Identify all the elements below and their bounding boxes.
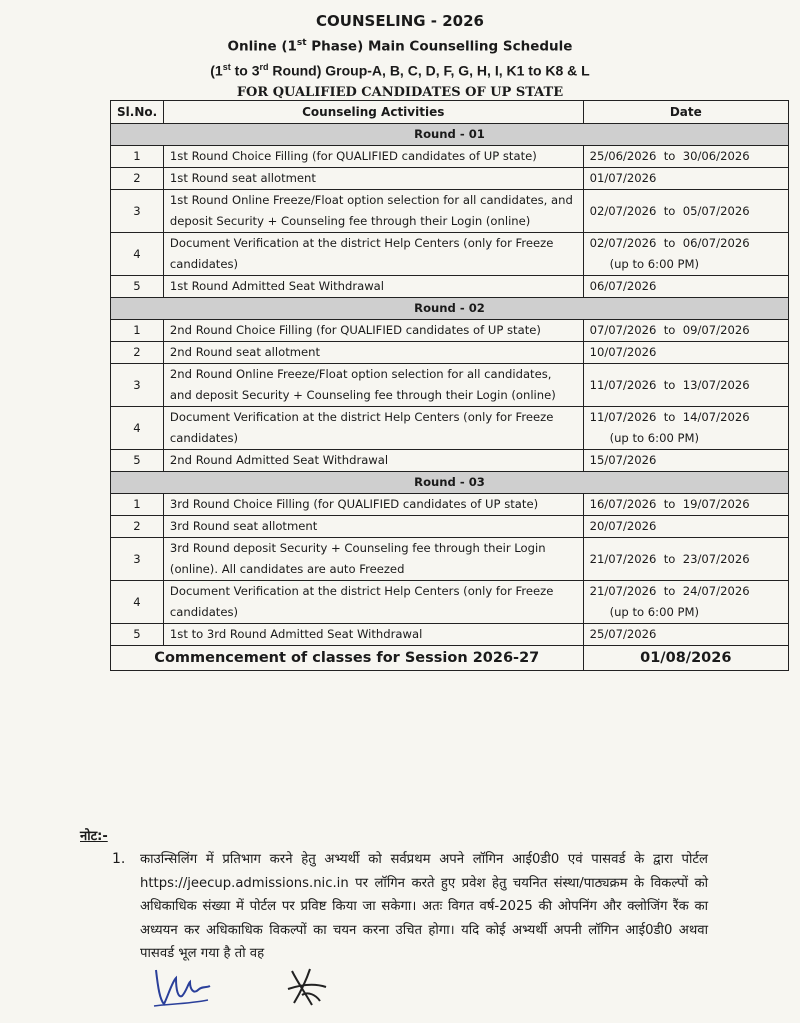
date-time-note: (up to 6:00 PM) [609, 257, 700, 271]
activity-cell: 1st Round seat allotment [163, 168, 583, 190]
date-range: 25/07/2026 [589, 627, 657, 641]
table-row [111, 624, 789, 646]
date-range: 11/07/2026 to 13/07/2026 [589, 377, 750, 392]
date-cell [583, 624, 788, 646]
sl-cell: 5 [111, 276, 164, 298]
round-groups-subtitle: (1st to 3rd Round) Group-A, B, C, D, F, G, H, I, K1 to K8 & L [210, 62, 590, 79]
round-header-row [111, 472, 789, 494]
column-header-sl: Sl.No. [111, 101, 164, 124]
signature-1 [148, 960, 218, 1010]
signature-2 [282, 965, 332, 1010]
table-row [111, 407, 789, 450]
sl-cell: 4 [111, 581, 164, 624]
table-row [111, 146, 789, 168]
sl-cell: 2 [111, 516, 164, 538]
date-cell [583, 146, 788, 168]
activity-cell: 1st Round Online Freeze/Float option selection for all candidates, and deposit Security + Counseling fee through their Login (online) [163, 190, 583, 233]
date-cell [583, 190, 788, 233]
session-commencement-row [111, 646, 789, 671]
sl-cell: 2 [111, 168, 164, 190]
table-row [111, 538, 789, 581]
eligibility-heading: FOR QUALIFIED CANDIDATES OF UP STATE [236, 85, 564, 100]
column-header-activity: Counseling Activities [163, 101, 583, 124]
commencement-label: Commencement of classes for Session 2026-27 [111, 646, 584, 671]
sl-cell: 3 [111, 364, 164, 407]
activity-cell: Document Verification at the district Help Centers (only for Freeze candidates) [163, 407, 583, 450]
date-cell [583, 364, 788, 407]
sl-cell: 4 [111, 233, 164, 276]
sl-cell: 1 [111, 320, 164, 342]
activity-cell: 2nd Round Online Freeze/Float option selection for all candidates, and deposit Security + Counseling fee through their Login (online) [163, 364, 583, 407]
sl-cell: 2 [111, 342, 164, 364]
sl-cell: 1 [111, 146, 164, 168]
date-cell [583, 342, 788, 364]
date-cell [583, 168, 788, 190]
sl-cell: 4 [111, 407, 164, 450]
round-label: Round - 02 [111, 298, 789, 320]
table-row [111, 320, 789, 342]
table-row [111, 168, 789, 190]
date-cell [583, 538, 788, 581]
table-row [111, 276, 789, 298]
counseling-schedule-table [110, 100, 789, 671]
commencement-date: 01/08/2026 [583, 646, 788, 671]
date-range: 21/07/2026 to 24/07/2026 [589, 584, 750, 598]
activity-cell: 2nd Round seat allotment [163, 342, 583, 364]
date-range: 10/07/2026 [589, 345, 657, 359]
activity-cell: 2nd Round Choice Filling (for QUALIFIED candidates of UP state) [163, 320, 583, 342]
sl-cell: 3 [111, 190, 164, 233]
activity-cell: 3rd Round deposit Security + Counseling fee through their Login (online). All candidates are auto Freezed [163, 538, 583, 581]
date-cell [583, 494, 788, 516]
round-header-row [111, 298, 789, 320]
activity-cell: 2nd Round Admitted Seat Withdrawal [163, 450, 583, 472]
table-header-row [111, 101, 789, 124]
notes-heading: नोट:- [80, 829, 108, 844]
table-row [111, 364, 789, 407]
table-row [111, 581, 789, 624]
date-range: 07/07/2026 to 09/07/2026 [589, 323, 750, 337]
date-range: 02/07/2026 to 05/07/2026 [589, 203, 750, 218]
date-range: 25/06/2026 to 30/06/2026 [589, 149, 750, 163]
schedule-body [111, 124, 789, 671]
date-range: 11/07/2026 to 14/07/2026 [589, 410, 750, 424]
table-row [111, 190, 789, 233]
column-header-date: Date [583, 101, 788, 124]
document-title: COUNSELING - 2026 [316, 12, 484, 30]
activity-cell: 3rd Round Choice Filling (for QUALIFIED candidates of UP state) [163, 494, 583, 516]
activity-cell: Document Verification at the district Help Centers (only for Freeze candidates) [163, 233, 583, 276]
sl-cell: 5 [111, 624, 164, 646]
table-row [111, 342, 789, 364]
sl-cell: 3 [111, 538, 164, 581]
date-range: 15/07/2026 [589, 453, 657, 467]
round-header-row [111, 124, 789, 146]
activity-cell: Document Verification at the district Help Centers (only for Freeze candidates) [163, 581, 583, 624]
date-range: 20/07/2026 [589, 519, 657, 533]
activity-cell: 3rd Round seat allotment [163, 516, 583, 538]
date-time-note: (up to 6:00 PM) [609, 431, 700, 445]
date-cell [583, 581, 788, 624]
date-range: 02/07/2026 to 06/07/2026 [589, 236, 750, 250]
date-cell [583, 516, 788, 538]
activity-cell: 1st Round Choice Filling (for QUALIFIED candidates of UP state) [163, 146, 583, 168]
note-text: काउन्सिलिंग में प्रतिभाग करने हेतु अभ्यर्थी को सर्वप्रथम अपने लॉगिन आई0डी0 एवं पासवर्ड के द्वारा पोर्टल https://jeecup.admissions.nic.in पर लॉगिन करते हुए प्रवेश हेतु चयनित संस्था/पाठ्यक्रम के विकल्पों को अधिकाधिक संख्या में पोर्टल पर प्रविष्ट किया जा सकेगा। अतः विगत वर्ष-2025 की ओपनिंग और क्लोजिंग रैंक का अध्ययन कर अधिकाधिक विकल्पों का चयन करना उचित होगा। यदि कोई अभ्यर्थी अपनी लॉगिन आई0डी0 अथवा पासवर्ड भूल गया है तो वह [140, 852, 708, 961]
date-cell [583, 407, 788, 450]
date-range: 16/07/2026 to 19/07/2026 [589, 497, 750, 511]
date-cell [583, 233, 788, 276]
date-cell [583, 276, 788, 298]
table-row [111, 516, 789, 538]
schedule-subtitle: Online (1st Phase) Main Counselling Schedule [227, 38, 573, 55]
sl-cell: 5 [111, 450, 164, 472]
date-time-note: (up to 6:00 PM) [609, 605, 700, 619]
table-row [111, 450, 789, 472]
date-range: 21/07/2026 to 23/07/2026 [589, 551, 750, 566]
round-label: Round - 03 [111, 472, 789, 494]
date-cell [583, 320, 788, 342]
activity-cell: 1st to 3rd Round Admitted Seat Withdrawal [163, 624, 583, 646]
table-row [111, 494, 789, 516]
date-range: 01/07/2026 [589, 171, 657, 185]
table-row [111, 233, 789, 276]
date-cell [583, 450, 788, 472]
activity-cell: 1st Round Admitted Seat Withdrawal [163, 276, 583, 298]
date-range: 06/07/2026 [589, 279, 657, 293]
note-number: 1. [112, 851, 126, 867]
sl-cell: 1 [111, 494, 164, 516]
round-label: Round - 01 [111, 124, 789, 146]
